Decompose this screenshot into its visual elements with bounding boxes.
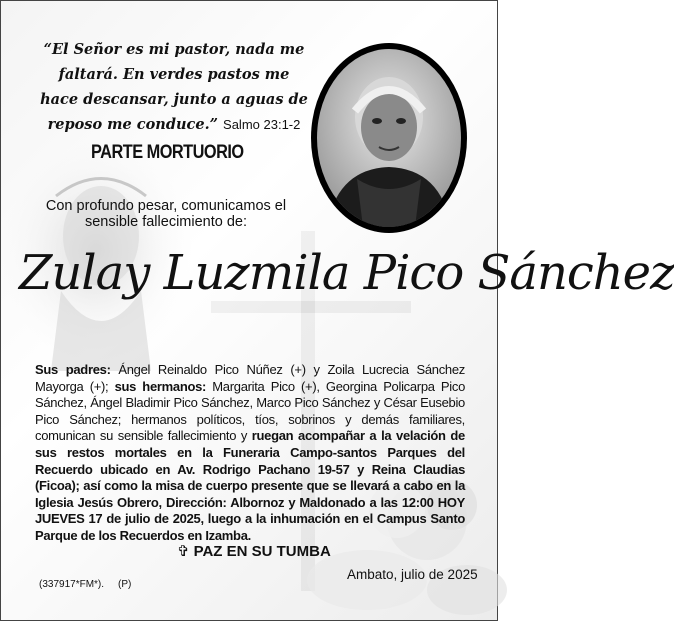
parents-names: Ángel Reinaldo Pico Núñez (+) y Zoila Lucrecia Sánchez Mayorga (+); <box>35 362 465 394</box>
publication-code-text: (337917*FM*). <box>39 579 105 590</box>
announcement-text <box>35 362 465 545</box>
place-and-date: Ambato, julio de 2025 <box>347 567 478 582</box>
deceased-name: Zulay Luzmila Pico Sánchez <box>19 245 674 301</box>
quote-reference: Salmo 23:1-2 <box>223 117 301 132</box>
cross-horizontal-background <box>211 301 411 313</box>
closing-text: PAZ EN SU TUMBA <box>193 543 331 560</box>
siblings-label: sus hermanos: <box>114 378 207 394</box>
quote-text: “El Señor es mi pastor, nada me faltará. En verdes pastos me hace descansar, junto a aguas de reposo me conduce.” <box>40 41 308 133</box>
bible-quote <box>39 37 309 137</box>
funeral-invitation: ruegan acompañar a la velación de sus restos mortales en la Funeraria Campo-santos Parques del Recuerdo ubicado en Av. Rodrigo Pachano 19-57 y Reina Claudias (Ficoa); así como la misa de cuerpo presente que se llevará a cabo en la Iglesia Jesús Obrero, Dirección: Albornoz y Maldonado a las 12:00 HOY JUEVES 17 de julio de 2025, luego a la inhumación en el Campus Santo Parque de los Recuerdos en Izamba. <box>35 428 465 543</box>
cross-icon: ✞ <box>177 543 190 560</box>
publication-mark: (P) <box>118 579 132 590</box>
publication-code <box>39 579 131 590</box>
siblings-names: Margarita Pico (+), Georgina Policarpa Pico Sánchez, Ángel Bladimir Pico Sánchez, Marco Pico Sánchez y César Eusebio Pico Sánchez; hermanos políticos, tíos, sobrinos y demás familiares, comunican su sensible fallecimiento y <box>35 378 465 444</box>
closing-phrase <box>177 542 331 560</box>
deceased-portrait <box>311 43 467 233</box>
parents-label: Sus padres: <box>35 362 111 377</box>
intro-text: Con profundo pesar, comunicamos el sensible fallecimiento de: <box>45 198 287 230</box>
portrait-photo <box>317 49 461 227</box>
page-title: PARTE MORTUORIO <box>91 142 244 163</box>
